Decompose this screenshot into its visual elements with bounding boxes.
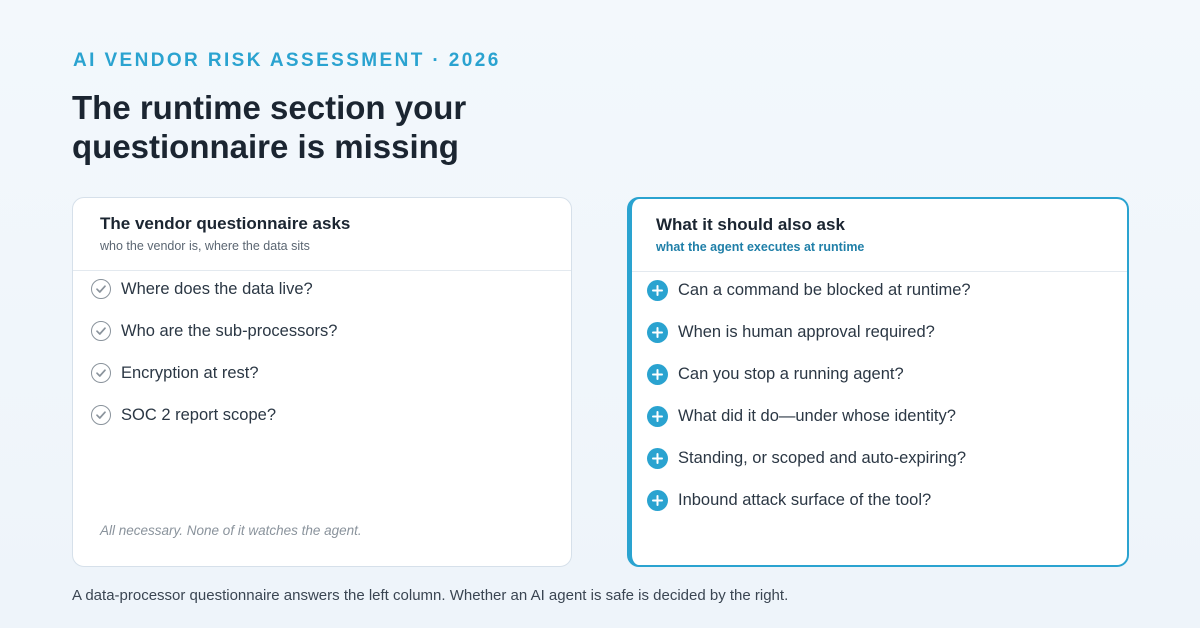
card-subtitle: who the vendor is, where the data sits xyxy=(100,239,310,253)
plus-circle-icon xyxy=(647,280,668,301)
card-title: The vendor questionnaire asks xyxy=(100,214,351,233)
plus-circle-icon xyxy=(647,364,668,385)
card-header xyxy=(73,198,571,271)
item-label: Where does the data live? xyxy=(121,279,313,298)
item-label: Can a command be blocked at runtime? xyxy=(678,280,971,299)
item-label: SOC 2 report scope? xyxy=(121,405,276,424)
card-subtitle: what the agent executes at runtime xyxy=(656,240,865,254)
card-header xyxy=(632,199,1127,272)
item-label: Who are the sub-processors? xyxy=(121,321,338,340)
list-item xyxy=(647,404,956,428)
item-label: Can you stop a running agent? xyxy=(678,364,904,383)
list-item xyxy=(647,362,904,386)
item-label: Standing, or scoped and auto-expiring? xyxy=(678,448,967,467)
check-circle-icon xyxy=(91,279,111,299)
card-title: What it should also ask xyxy=(656,215,845,234)
item-label: When is human approval required? xyxy=(678,322,935,341)
list-item xyxy=(91,277,313,301)
vendor-questionnaire-card xyxy=(72,197,572,567)
item-label: Inbound attack surface of the tool? xyxy=(678,490,932,509)
eyebrow-label: AI VENDOR RISK ASSESSMENT · 2026 xyxy=(73,50,501,71)
check-circle-icon xyxy=(91,405,111,425)
list-item xyxy=(647,488,931,512)
plus-circle-icon xyxy=(647,448,668,469)
list-item xyxy=(91,361,259,385)
plus-circle-icon xyxy=(647,322,668,343)
page-title: The runtime section your questionnaire is missing xyxy=(72,89,467,165)
list-item xyxy=(647,446,966,470)
check-circle-icon xyxy=(91,363,111,383)
runtime-questions-card xyxy=(627,197,1129,567)
list-item xyxy=(647,320,935,344)
plus-circle-icon xyxy=(647,406,668,427)
card-note: All necessary. None of it watches the agent. xyxy=(100,523,362,538)
item-label: Encryption at rest? xyxy=(121,363,259,382)
list-item xyxy=(91,403,276,427)
footer-caption: A data-processor questionnaire answers the left column. Whether an AI agent is safe is decided by the right. xyxy=(72,587,789,604)
list-item xyxy=(91,319,337,343)
check-circle-icon xyxy=(91,321,111,341)
plus-circle-icon xyxy=(647,490,668,511)
item-label: What did it do—under whose identity? xyxy=(678,406,956,425)
list-item xyxy=(647,278,971,302)
